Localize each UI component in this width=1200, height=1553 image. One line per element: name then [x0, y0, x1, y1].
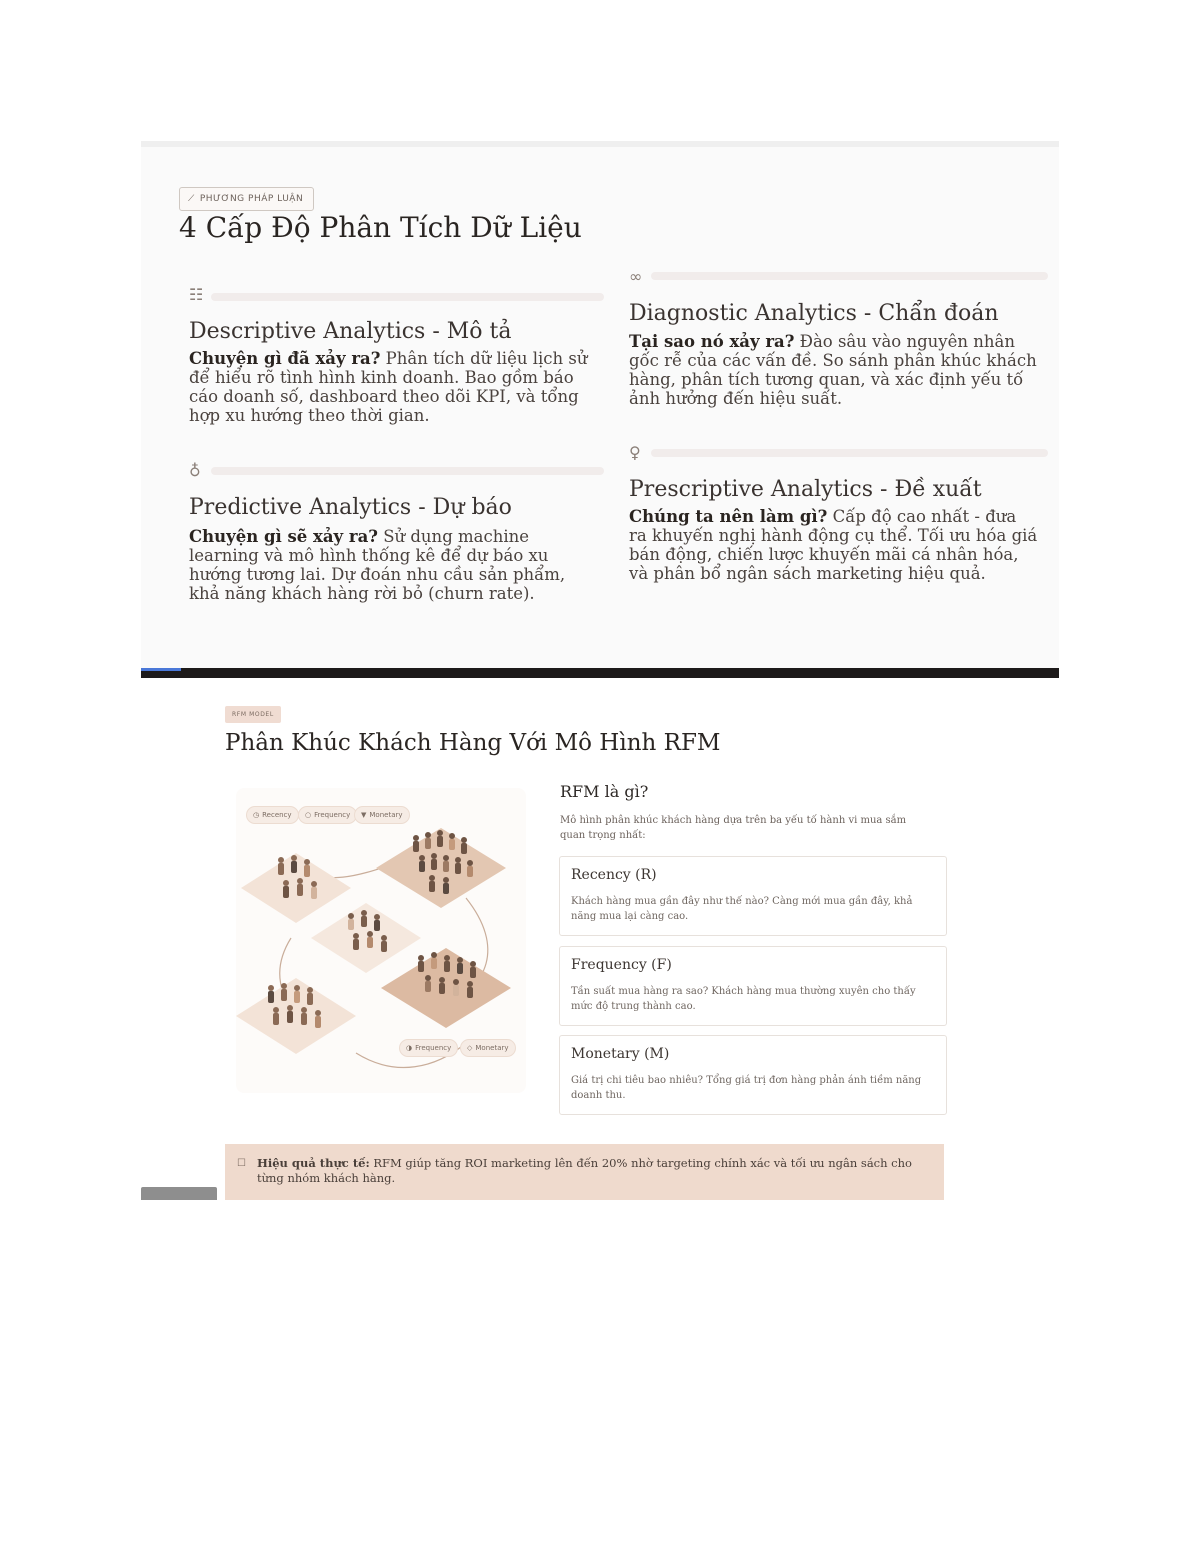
- chip-label: Frequency: [314, 811, 351, 819]
- card-prescriptive: [629, 443, 1044, 613]
- rfm-illustration: [236, 788, 526, 1093]
- card-question: Chúng ta nên làm gì?: [629, 507, 828, 526]
- rfm-box-title: Frequency (F): [571, 957, 672, 973]
- card-text: [629, 507, 1039, 583]
- card-body: Đào sâu vào nguyên nhân gốc rễ của các vấn đề. So sánh phân khúc khách hàng, phân tích tương quan, và xác định yếu tố ảnh hưởng đến hiệu suất.: [629, 332, 1037, 408]
- progress-indicator: [141, 668, 181, 671]
- clock-icon: ◷: [253, 811, 260, 819]
- brain-icon: ♁: [189, 461, 201, 480]
- slide-title: Phân Khúc Khách Hàng Với Mô Hình RFM: [225, 730, 721, 756]
- rfm-box-text: Giá trị chi tiêu bao nhiêu? Tổng giá trị đơn hàng phản ánh tiềm năng doanh thu.: [571, 1075, 922, 1101]
- rfm-box-monetary: [559, 1035, 947, 1115]
- chart-icon: ⟋: [188, 194, 195, 204]
- lightbulb-icon: ♀: [629, 443, 641, 462]
- card-question: Chuyện gì sẽ xảy ra?: [189, 527, 378, 546]
- card-title: Descriptive Analytics - Mô tả: [189, 319, 512, 344]
- slide-title: 4 Cấp Độ Phân Tích Dữ Liệu: [179, 211, 582, 244]
- card-question: Tại sao nó xảy ra?: [629, 332, 795, 351]
- card-header-bar: [651, 449, 1048, 457]
- chip-label: Monetary: [475, 1044, 509, 1052]
- section-tag: [179, 187, 314, 211]
- callout-text: [257, 1156, 927, 1186]
- card-title: Predictive Analytics - Dự báo: [189, 495, 512, 520]
- card-text: [189, 527, 599, 603]
- section-tag-label: PHƯƠNG PHÁP LUẬN: [199, 194, 304, 204]
- rfm-description: Mô hình phân khúc khách hàng dựa trên ba yếu tố hành vi mua sắm quan trọng nhất:: [560, 815, 907, 841]
- link-icon: ∞: [629, 267, 643, 286]
- chip-frequency-bottom: [399, 1039, 458, 1057]
- chip-label: Monetary: [369, 811, 403, 819]
- card-header-bar: [211, 467, 604, 475]
- rfm-box-frequency: [559, 946, 947, 1026]
- card-header-bar: [211, 293, 604, 301]
- card-text: [629, 332, 1039, 408]
- card-title: Prescriptive Analytics - Đề xuất: [629, 477, 982, 502]
- rfm-box-title: Monetary (M): [571, 1046, 670, 1062]
- card-title: Diagnostic Analytics - Chẩn đoán: [629, 301, 999, 326]
- card-descriptive: [189, 285, 604, 435]
- card-text: [189, 349, 599, 425]
- slide-divider: [141, 668, 1059, 678]
- report-icon: ☷: [189, 285, 204, 304]
- cycle-icon: ◑: [406, 1044, 413, 1052]
- coin-icon: ◇: [467, 1044, 473, 1052]
- overlay-tab: [141, 1187, 217, 1200]
- card-diagnostic: [629, 267, 1044, 417]
- section-tag: RFM MODEL: [225, 706, 281, 723]
- card-body: Cấp độ cao nhất - đưa ra khuyến nghị hành động cụ thể. Tối ưu hóa giá bán động, chiến lược khuyến mãi cá nhân hóa, và phân bổ ngân sách marketing hiệu quả.: [629, 507, 1038, 583]
- rfm-box-text: Tần suất mua hàng ra sao? Khách hàng mua thường xuyên cho thấy mức độ trung thành cao.: [571, 986, 916, 1012]
- slide-rfm: [141, 680, 1059, 1200]
- rfm-heading: RFM là gì?: [560, 782, 649, 801]
- rfm-box-text: Khách hàng mua gần đây như thế nào? Càng mới mua gần đây, khả năng mua lại càng cao.: [571, 896, 913, 922]
- callout-body: RFM giúp tăng ROI marketing lên đến 20% nhờ targeting chính xác và tối ưu ngân sách cho từng nhóm khách hàng.: [257, 1156, 912, 1185]
- chip-label: Frequency: [415, 1044, 452, 1052]
- card-question: Chuyện gì đã xảy ra?: [189, 349, 381, 368]
- slide-analytics-levels: [141, 141, 1059, 675]
- gem-icon: ▼: [361, 811, 367, 819]
- chip-label: Recency: [262, 811, 292, 819]
- rfm-box-title: Recency (R): [571, 867, 657, 883]
- callout-note: [225, 1144, 944, 1200]
- card-body: Sử dụng machine learning và mô hình thống kê để dự báo xu hướng tương lai. Dự đoán nhu cầu sản phẩm, khả năng khách hàng rời bỏ (churn rate).: [189, 527, 566, 603]
- card-body: Phân tích dữ liệu lịch sử để hiểu rõ tình hình kinh doanh. Bao gồm báo cáo doanh số, dashboard theo dõi KPI, và tổng hợp xu hướng theo thời gian.: [189, 349, 588, 425]
- rfm-box-recency: [559, 856, 947, 936]
- callout-label: Hiệu quả thực tế:: [257, 1156, 370, 1170]
- card-predictive: [189, 461, 604, 611]
- checkbox-icon: ☐: [237, 1158, 246, 1169]
- cycle-icon: ○: [305, 811, 312, 819]
- card-header-bar: [651, 272, 1048, 280]
- chip-monetary-bottom: [460, 1039, 516, 1057]
